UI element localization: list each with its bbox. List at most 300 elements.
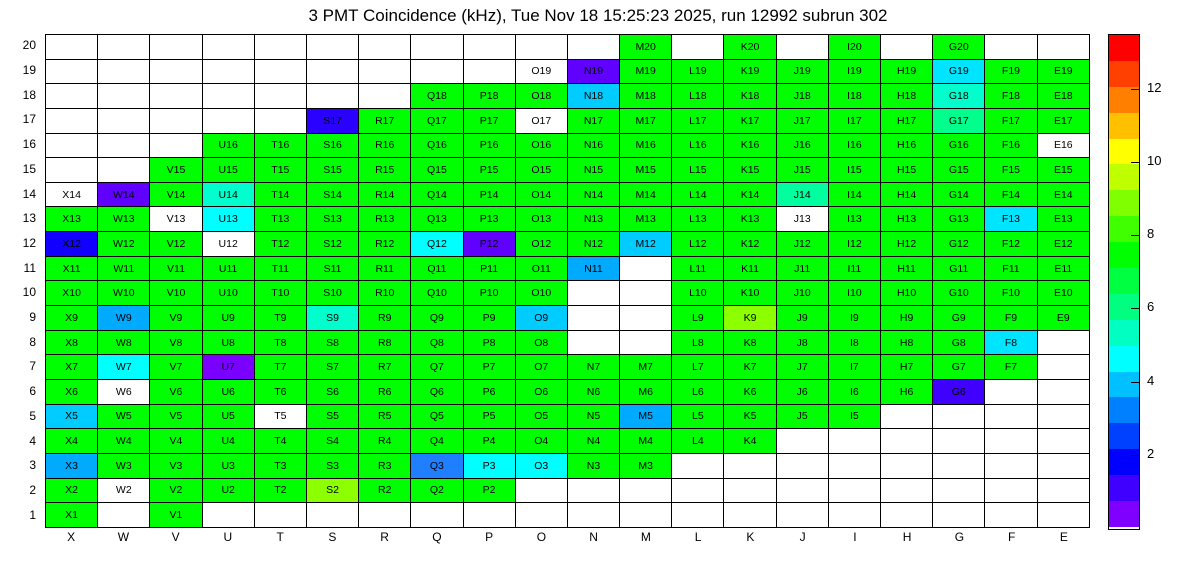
y-axis-tick-label: 12	[22, 235, 36, 250]
heatmap-cell	[620, 330, 672, 355]
heatmap-cell: P15	[463, 158, 515, 183]
heatmap-cell	[98, 35, 150, 60]
heatmap-cell: O17	[515, 108, 567, 133]
heatmap-cell: W6	[98, 379, 150, 404]
heatmap-cell: F12	[985, 232, 1037, 257]
x-axis-tick-label: R	[380, 530, 389, 544]
x-axis-tick-label: F	[1007, 530, 1016, 544]
heatmap-cell	[985, 379, 1037, 404]
heatmap-cell: P18	[463, 84, 515, 109]
heatmap-cell: T8	[254, 330, 306, 355]
heatmap-cell: T12	[254, 232, 306, 257]
heatmap-cell: X1	[46, 503, 98, 528]
heatmap-cell	[776, 453, 828, 478]
heatmap-row	[46, 133, 1090, 158]
heatmap-cell	[776, 35, 828, 60]
y-axis-tick-label: 1	[29, 507, 36, 522]
heatmap-cell	[985, 503, 1037, 528]
x-axis-tick-label: J	[799, 530, 806, 544]
heatmap-cell: S11	[306, 256, 358, 281]
heatmap-cell: H10	[881, 281, 933, 306]
heatmap-cell: J8	[776, 330, 828, 355]
heatmap-cell: U2	[202, 478, 254, 503]
heatmap-cell: T11	[254, 256, 306, 281]
heatmap-row	[46, 182, 1090, 207]
heatmap-cell: U7	[202, 355, 254, 380]
heatmap-cell: U16	[202, 133, 254, 158]
heatmap-cell: V9	[150, 306, 202, 331]
heatmap-cell: N3	[567, 453, 619, 478]
x-axis-tick-label: H	[902, 530, 912, 544]
heatmap-cell	[254, 84, 306, 109]
heatmap-cell: F18	[985, 84, 1037, 109]
heatmap-cell: T13	[254, 207, 306, 232]
x-axis-tick-label: E	[1059, 530, 1068, 544]
heatmap-cell: Q18	[411, 84, 463, 109]
colorbar-tick-label: 4	[1147, 372, 1155, 388]
heatmap-cell: V5	[150, 404, 202, 429]
heatmap-cell: N13	[567, 207, 619, 232]
heatmap-cell	[567, 306, 619, 331]
heatmap-cell	[150, 35, 202, 60]
y-axis-tick-label: 18	[22, 87, 36, 102]
heatmap-cell: T2	[254, 478, 306, 503]
colorbar-tick-mark	[1131, 455, 1139, 456]
colorbar-segment	[1109, 242, 1139, 268]
colorbar-segment	[1109, 372, 1139, 398]
heatmap-cell: M17	[620, 108, 672, 133]
y-axis-tick-label: 13	[22, 211, 36, 226]
colorbar-segment	[1109, 190, 1139, 216]
heatmap-cell: U3	[202, 453, 254, 478]
colorbar-segment	[1109, 397, 1139, 423]
y-axis-tick-label: 7	[29, 359, 36, 374]
heatmap-cell: Q3	[411, 453, 463, 478]
heatmap-cell	[881, 453, 933, 478]
heatmap-cell: T4	[254, 429, 306, 454]
heatmap-cell: Q11	[411, 256, 463, 281]
heatmap-cell	[306, 503, 358, 528]
heatmap-cell: T14	[254, 182, 306, 207]
heatmap-cell: R12	[359, 232, 411, 257]
heatmap-cell: G14	[933, 182, 985, 207]
heatmap-cell: X3	[46, 453, 98, 478]
heatmap-cell	[828, 478, 880, 503]
heatmap-cell	[1037, 330, 1089, 355]
heatmap-cell: H19	[881, 59, 933, 84]
heatmap-cell: O9	[515, 306, 567, 331]
heatmap-cell: L4	[672, 429, 724, 454]
heatmap-cell	[98, 503, 150, 528]
heatmap-cell: G8	[933, 330, 985, 355]
heatmap-cell	[1037, 404, 1089, 429]
heatmap-row	[46, 330, 1090, 355]
heatmap-row	[46, 207, 1090, 232]
y-axis-tick-label: 4	[29, 433, 36, 448]
heatmap-cell	[254, 503, 306, 528]
heatmap-cell: J18	[776, 84, 828, 109]
heatmap-cell: P2	[463, 478, 515, 503]
heatmap-cell: L18	[672, 84, 724, 109]
heatmap-cell: X4	[46, 429, 98, 454]
heatmap-cell	[411, 59, 463, 84]
heatmap-cell	[254, 35, 306, 60]
heatmap-cell	[150, 108, 202, 133]
heatmap-row	[46, 256, 1090, 281]
heatmap-cell: U14	[202, 182, 254, 207]
heatmap-cell: K6	[724, 379, 776, 404]
heatmap-cell: I7	[828, 355, 880, 380]
heatmap-cell	[672, 478, 724, 503]
heatmap-cell	[933, 429, 985, 454]
heatmap-cell: K8	[724, 330, 776, 355]
colorbar-ticks	[1139, 34, 1189, 528]
heatmap-cell: V14	[150, 182, 202, 207]
heatmap-cell: Q13	[411, 207, 463, 232]
heatmap-cell	[202, 503, 254, 528]
heatmap-cell: M6	[620, 379, 672, 404]
heatmap-cell: Q14	[411, 182, 463, 207]
heatmap-cell: E9	[1037, 306, 1089, 331]
heatmap-cell: J5	[776, 404, 828, 429]
heatmap-cell	[202, 84, 254, 109]
heatmap-cell: V2	[150, 478, 202, 503]
heatmap-cell: X6	[46, 379, 98, 404]
heatmap-cell: R14	[359, 182, 411, 207]
heatmap-cell	[724, 503, 776, 528]
colorbar-segment	[1109, 216, 1139, 242]
heatmap-cell: S4	[306, 429, 358, 454]
heatmap-cell	[933, 503, 985, 528]
heatmap-cell: L15	[672, 158, 724, 183]
heatmap-cell: P4	[463, 429, 515, 454]
heatmap-cell: S14	[306, 182, 358, 207]
heatmap-cell	[881, 35, 933, 60]
x-axis-tick-label: Q	[432, 530, 442, 544]
heatmap-cell: I5	[828, 404, 880, 429]
heatmap-cell: Q4	[411, 429, 463, 454]
heatmap-cell: I12	[828, 232, 880, 257]
heatmap-cell	[776, 429, 828, 454]
heatmap-cell: P12	[463, 232, 515, 257]
heatmap-cell: J11	[776, 256, 828, 281]
heatmap-row	[46, 84, 1090, 109]
heatmap-cell: U8	[202, 330, 254, 355]
heatmap-cell: N15	[567, 158, 619, 183]
x-axis-tick-label: X	[67, 530, 76, 544]
heatmap-cell: P14	[463, 182, 515, 207]
heatmap-cell: G13	[933, 207, 985, 232]
heatmap-cell: P3	[463, 453, 515, 478]
heatmap-row	[46, 59, 1090, 84]
x-axis-tick-label: P	[485, 530, 494, 544]
heatmap-cell: O15	[515, 158, 567, 183]
heatmap-cell: V8	[150, 330, 202, 355]
heatmap-cell	[1037, 379, 1089, 404]
heatmap-cell: R9	[359, 306, 411, 331]
heatmap-cell: S15	[306, 158, 358, 183]
heatmap-cell	[828, 503, 880, 528]
heatmap-cell: W8	[98, 330, 150, 355]
heatmap-cell: S2	[306, 478, 358, 503]
heatmap-row	[46, 379, 1090, 404]
heatmap-cell: M7	[620, 355, 672, 380]
heatmap-cell: Q15	[411, 158, 463, 183]
heatmap-row	[46, 453, 1090, 478]
heatmap-cell: V6	[150, 379, 202, 404]
heatmap-cell	[202, 108, 254, 133]
heatmap-cell: F19	[985, 59, 1037, 84]
heatmap-cell: E18	[1037, 84, 1089, 109]
heatmap-cell: E15	[1037, 158, 1089, 183]
heatmap-cell: G9	[933, 306, 985, 331]
heatmap-cell: K10	[724, 281, 776, 306]
heatmap-cell	[620, 503, 672, 528]
x-axis-tick-label: S	[328, 530, 337, 544]
heatmap-cell: L19	[672, 59, 724, 84]
heatmap-cell: K17	[724, 108, 776, 133]
heatmap-cell	[306, 59, 358, 84]
heatmap-cell: L8	[672, 330, 724, 355]
heatmap-cell: R10	[359, 281, 411, 306]
heatmap-cell	[306, 84, 358, 109]
heatmap-cell: G18	[933, 84, 985, 109]
heatmap-cell: I11	[828, 256, 880, 281]
heatmap-cell: S6	[306, 379, 358, 404]
heatmap-cell	[463, 35, 515, 60]
heatmap-cell: J14	[776, 182, 828, 207]
heatmap-cell: W9	[98, 306, 150, 331]
heatmap-cell: H9	[881, 306, 933, 331]
heatmap-cell	[933, 404, 985, 429]
heatmap-cell: F8	[985, 330, 1037, 355]
colorbar-tick-mark	[1131, 235, 1139, 236]
heatmap-cell: T7	[254, 355, 306, 380]
heatmap-cell: Q5	[411, 404, 463, 429]
heatmap-cell: M3	[620, 453, 672, 478]
heatmap-cell: H17	[881, 108, 933, 133]
heatmap-cell: P11	[463, 256, 515, 281]
heatmap-cell	[150, 84, 202, 109]
heatmap-cell: J12	[776, 232, 828, 257]
heatmap-cell: V1	[150, 503, 202, 528]
heatmap-cell	[985, 404, 1037, 429]
heatmap-cell: G11	[933, 256, 985, 281]
heatmap-cell: J15	[776, 158, 828, 183]
heatmap-cell: J17	[776, 108, 828, 133]
heatmap-cell: I16	[828, 133, 880, 158]
heatmap-cell: K5	[724, 404, 776, 429]
x-axis-tick-label: N	[589, 530, 598, 544]
colorbar-segment	[1109, 87, 1139, 113]
heatmap-cell	[202, 35, 254, 60]
heatmap-row	[46, 158, 1090, 183]
heatmap-cell	[567, 330, 619, 355]
heatmap-cell: R13	[359, 207, 411, 232]
heatmap-cell: M16	[620, 133, 672, 158]
heatmap-cell	[1037, 453, 1089, 478]
heatmap-cell	[828, 453, 880, 478]
x-axis-labels	[45, 530, 1090, 548]
heatmap-cell: W10	[98, 281, 150, 306]
heatmap-cell	[359, 84, 411, 109]
heatmap-cell: T5	[254, 404, 306, 429]
heatmap-cell: O7	[515, 355, 567, 380]
y-axis-tick-label: 14	[22, 186, 36, 201]
heatmap-cell: F10	[985, 281, 1037, 306]
x-axis-tick-label: W	[117, 530, 130, 544]
colorbar-segment	[1109, 501, 1139, 527]
y-axis-labels	[0, 34, 40, 528]
heatmap-cell	[254, 108, 306, 133]
heatmap-cell: H14	[881, 182, 933, 207]
heatmap-cell: P6	[463, 379, 515, 404]
heatmap-cell: K16	[724, 133, 776, 158]
y-axis-tick-label: 15	[22, 161, 36, 176]
heatmap-cell: V13	[150, 207, 202, 232]
heatmap-cell: N12	[567, 232, 619, 257]
heatmap-cell: Q12	[411, 232, 463, 257]
heatmap-cell: N17	[567, 108, 619, 133]
heatmap-cell	[463, 503, 515, 528]
colorbar-segment	[1109, 346, 1139, 372]
heatmap-cell: H16	[881, 133, 933, 158]
heatmap-cell: N16	[567, 133, 619, 158]
heatmap-cell	[933, 453, 985, 478]
heatmap-cell: E10	[1037, 281, 1089, 306]
heatmap-cell: K7	[724, 355, 776, 380]
heatmap-cell: T10	[254, 281, 306, 306]
heatmap-cell: U15	[202, 158, 254, 183]
heatmap-cell: K13	[724, 207, 776, 232]
heatmap-cell: S16	[306, 133, 358, 158]
heatmap-cell: F15	[985, 158, 1037, 183]
heatmap-cell: M14	[620, 182, 672, 207]
heatmap-cell: I9	[828, 306, 880, 331]
heatmap-cell	[46, 133, 98, 158]
heatmap-cell: L10	[672, 281, 724, 306]
heatmap-cell	[1037, 35, 1089, 60]
heatmap-cell: K4	[724, 429, 776, 454]
heatmap-cell: H8	[881, 330, 933, 355]
heatmap-cell	[411, 503, 463, 528]
heatmap-cell	[1037, 478, 1089, 503]
heatmap-cell: X12	[46, 232, 98, 257]
heatmap-cell: U11	[202, 256, 254, 281]
heatmap-cell	[620, 306, 672, 331]
heatmap-cell	[881, 503, 933, 528]
heatmap-cell: R8	[359, 330, 411, 355]
heatmap-cell: R6	[359, 379, 411, 404]
heatmap-cell	[672, 453, 724, 478]
heatmap-cell	[672, 35, 724, 60]
heatmap-cell: S7	[306, 355, 358, 380]
heatmap-cell: O14	[515, 182, 567, 207]
heatmap-cell	[724, 478, 776, 503]
heatmap-row	[46, 35, 1090, 60]
heatmap-cell: G15	[933, 158, 985, 183]
x-axis-tick-label: K	[746, 530, 755, 544]
heatmap-cell: G19	[933, 59, 985, 84]
heatmap-cell: M20	[620, 35, 672, 60]
heatmap-cell: S3	[306, 453, 358, 478]
y-axis-tick-label: 16	[22, 137, 36, 152]
heatmap-cell: Q6	[411, 379, 463, 404]
x-axis-tick-label: G	[954, 530, 965, 544]
heatmap-cell: E19	[1037, 59, 1089, 84]
heatmap-cell	[46, 108, 98, 133]
colorbar-segment	[1109, 164, 1139, 190]
heatmap-cell	[98, 133, 150, 158]
heatmap-cell: W11	[98, 256, 150, 281]
heatmap-cell: I17	[828, 108, 880, 133]
x-axis-tick-label: V	[171, 530, 180, 544]
heatmap-cell: P17	[463, 108, 515, 133]
colorbar-tick-mark	[1131, 308, 1139, 309]
heatmap-cell: X9	[46, 306, 98, 331]
heatmap-row	[46, 404, 1090, 429]
heatmap-cell	[620, 478, 672, 503]
heatmap-cell	[620, 256, 672, 281]
heatmap-cell	[881, 429, 933, 454]
heatmap-cell: V4	[150, 429, 202, 454]
heatmap-cell: M19	[620, 59, 672, 84]
heatmap-cell	[150, 133, 202, 158]
x-axis-tick-label: U	[223, 530, 233, 544]
heatmap-cell: R5	[359, 404, 411, 429]
colorbar-tick-label: 10	[1147, 153, 1162, 169]
heatmap-cell: L17	[672, 108, 724, 133]
colorbar-segment	[1109, 268, 1139, 294]
y-axis-tick-label: 10	[22, 285, 36, 300]
heatmap-cell: S8	[306, 330, 358, 355]
heatmap-cell: H15	[881, 158, 933, 183]
heatmap-cell	[515, 503, 567, 528]
heatmap-cell: H7	[881, 355, 933, 380]
colorbar-segment	[1109, 139, 1139, 165]
heatmap-cell: R7	[359, 355, 411, 380]
colorbar-segment	[1109, 35, 1139, 61]
heatmap-cell	[985, 35, 1037, 60]
heatmap-cell: W12	[98, 232, 150, 257]
y-axis-tick-label: 20	[22, 38, 36, 53]
heatmap-cell: R4	[359, 429, 411, 454]
heatmap-cell: F17	[985, 108, 1037, 133]
y-axis-tick-label: 3	[29, 458, 36, 473]
heatmap-cell: H18	[881, 84, 933, 109]
heatmap-cell: X8	[46, 330, 98, 355]
heatmap-cell	[1037, 503, 1089, 528]
heatmap-row	[46, 478, 1090, 503]
heatmap-cell: K11	[724, 256, 776, 281]
heatmap-cell	[985, 429, 1037, 454]
heatmap-cell	[828, 429, 880, 454]
heatmap-cell	[359, 35, 411, 60]
heatmap-cell: I20	[828, 35, 880, 60]
heatmap-row	[46, 306, 1090, 331]
colorbar-tick-mark	[1131, 162, 1139, 163]
heatmap-cell: L6	[672, 379, 724, 404]
heatmap-cell: I18	[828, 84, 880, 109]
heatmap-cell: L9	[672, 306, 724, 331]
heatmap-cell: K12	[724, 232, 776, 257]
y-axis-tick-label: 2	[29, 482, 36, 497]
heatmap-cell	[620, 281, 672, 306]
colorbar-segment	[1109, 294, 1139, 320]
colorbar-segment	[1109, 475, 1139, 501]
heatmap-cell: V15	[150, 158, 202, 183]
x-axis-tick-label: L	[694, 530, 702, 544]
